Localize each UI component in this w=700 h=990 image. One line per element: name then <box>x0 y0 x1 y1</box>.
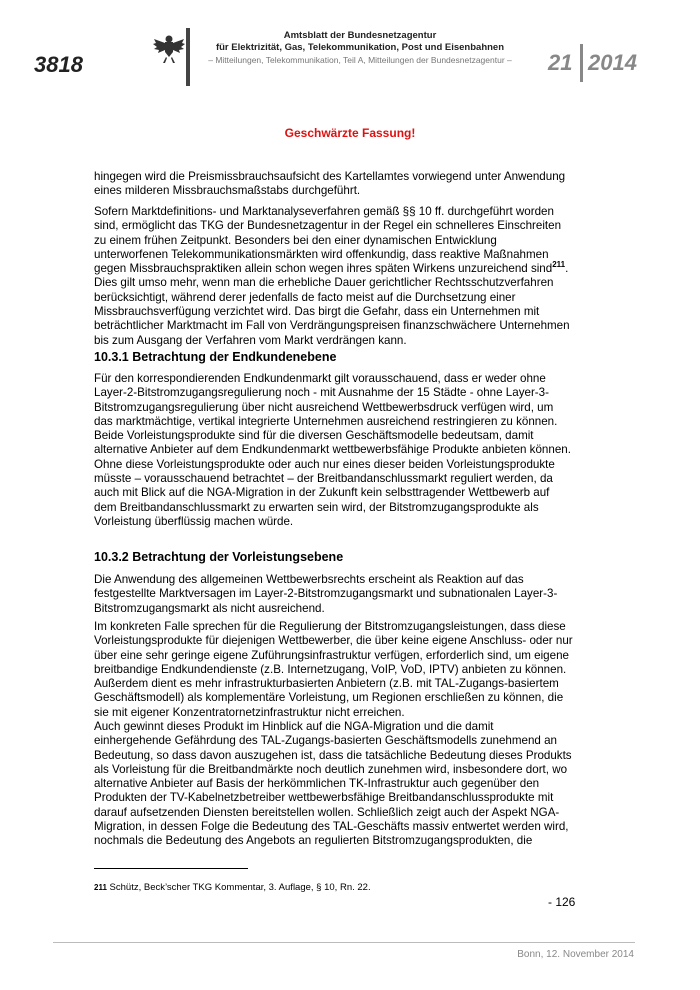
gazette-title-line1: Amtsblatt der Bundesnetzagentur <box>283 30 437 41</box>
section-heading-10-3-1: 10.3.1 Betrachtung der Endkundenebene <box>94 350 337 364</box>
paragraph-5: Im konkreten Falle sprechen für die Regulierung der Bitstromzugangsleistungen, dass diese Vorleistungsprodukte für diejenigen Wettbewerber, die über keine eigene Anschluss- oder nur über eine sehr geringe eigene Zuführungsinfrastruktur verfügen, erforderlich sind, um eigene breitbandige Endkundendienste (z.B. Internetzugang, VoIP, VoD, IPTV) anbieten zu können. Außerdem dient es mehr infrastrukturbasierten Anbietern (z.B. mit TAL-Zugangs-basiertem Geschäftsmodell) als komplementäre Vorleistung, um Regionen erschließen zu können, die sie mit eigener Konzentratornetzinfrastruktur nicht erreichen. <box>94 620 573 719</box>
footer-date: Bonn, 12. November 2014 <box>517 949 634 960</box>
federal-eagle-logo <box>152 33 186 65</box>
page-number: 3818 <box>34 52 83 77</box>
paragraph-6: Auch gewinnt dieses Produkt im Hinblick auf die NGA-Migration und die damit einhergehende Gefährdung des TAL-Zugangs-basierten Geschäftsmodells zunehmend an Bedeutung, so dass davon auszugehen ist, dass die tatsächliche Bedeutung dieses Produkts als Vorleistung für die Breitbandmärkte noch deutlich zunehmen wird, insbesondere dort, wo alternative Anbieter auf Basis der herkömmlichen TK-Infrastruktur auch gegenüber den Produkten der TV-Kabelnetzbetreiber wettbewerbsfähige Breitbandanschlussprodukte mit darauf aufsetzenden Diensten bereitstellen wollen. Schließlich zeigt auch der Aspekt NGA-Migration, in dessen Folge die Bedeutung des TAL-Geschäfts massiv entwertet werden wird, nochmals die Bedeutung des Angebots an regulierten Bitstromzugangsprodukten, die <box>94 720 572 848</box>
footnote-number: 211 <box>94 883 107 892</box>
issue-year: 2014 <box>588 50 637 75</box>
section-heading-10-3-2: 10.3.2 Betrachtung der Vorleistungsebene <box>94 550 344 564</box>
paragraph-3: Für den korrespondierenden Endkundenmarkt gilt vorausschauend, dass er weder ohne Layer-2-Bitstromzugangsregulierung noch - mit Ausnahme der 15 Städte - ohne Layer-3-Bitstromzugangsregulierung über nicht ausreichend Wettbewerbsdruck verfügen wird, um das marktmächtige, vertikal integrierte Unternehmen ausreichend restringieren zu können. Beide Vorleistungsprodukte sind für die diversen Geschäftsmodelle bedeutsam, damit alternative Anbieter auf dem Endkundenmarkt wettbewerbsfähige Produkte anbieten können. Ohne diese Vorleistungsprodukte oder auch nur eines dieser beiden Vorleistungsprodukte müsste – vorausschauend betrachtet – der Breitbandanschlussmarkt reguliert werden, da auch mit Blick auf die NGA-Migration in der Zukunft kein selbsttragender Wettbewerb auf dem Breitbandanschlussmarkt zu erwarten sein wird, der Bitstromzugangsprodukte als Vorleistung überflüssig machen würde. <box>94 372 571 528</box>
internal-page-number: - 126 <box>548 895 576 909</box>
footer-rule <box>53 942 635 943</box>
gazette-title-line2: für Elektrizität, Gas, Telekommunikation, Post und Eisenbahnen <box>215 42 505 53</box>
footnote-211 <box>94 882 371 893</box>
redaction-notice: Geschwärzte Fassung! <box>284 126 416 140</box>
paragraph-2-text-b: . Dies gilt umso mehr, wenn man die erhebliche Dauer gerichtlicher Rechtsschutzverfahren berücksichtigt, während derer jedenfalls de facto meist auf die Durchsetzung einer Missbrauchsverfügung verzichtet wird. Das birgt die Gefahr, dass ein Unternehmen mit beträchtlicher Marktmacht im Fall von Verdrängungspreisen finanzschwächere Unternehmen bis zum Ausgang der Verfahren vom Markt verdrängen kann. <box>94 262 570 347</box>
paragraph-1: hingegen wird die Preismissbrauchsaufsicht des Kartellamtes vorwiegend unter Anwendung eines milderen Missbrauchsmaßstabs durchgeführt. <box>94 170 566 198</box>
paragraph-2-text-a: Sofern Marktdefinitions- und Marktanalyseverfahren gemäß §§ 10 ff. durchgeführt worden sind, ermöglicht das TKG der Bundesnetzagentur in der Regel ein schnelleres Einschreiten zu einem frühen Zeitpunkt. Besonders bei den einer dynamischen Entwicklung unterworfenen Telekommunikationsmärkten wird offenkundig, dass reaktive Maßnahmen gegen Missbrauchspraktiken allein schon wegen ihres späten Wirkens unzureichend sind <box>94 205 562 276</box>
gazette-title <box>190 30 530 54</box>
gazette-subtitle: – Mitteilungen, Telekommunikation, Teil A, Mitteilungen der Bundesnetzagentur – <box>208 55 512 65</box>
footnote-ref-211[interactable]: 211 <box>552 260 566 270</box>
paragraph-2 <box>94 205 574 348</box>
footnote-separator <box>94 868 248 869</box>
issue-divider <box>580 44 583 82</box>
paragraph-4: Die Anwendung des allgemeinen Wettbewerbsrechts erscheint als Reaktion auf das festgestellte Marktversagen im Layer-2-Bitstromzugangsmarkt und subnationalen Layer-3-Bitstromzugangsmarkt als nicht ausreichend. <box>94 573 558 615</box>
issue-number: 21 <box>548 50 573 75</box>
footnote-text: Schütz, Beck’scher TKG Kommentar, 3. Auflage, § 10, Rn. 22. <box>106 882 371 893</box>
